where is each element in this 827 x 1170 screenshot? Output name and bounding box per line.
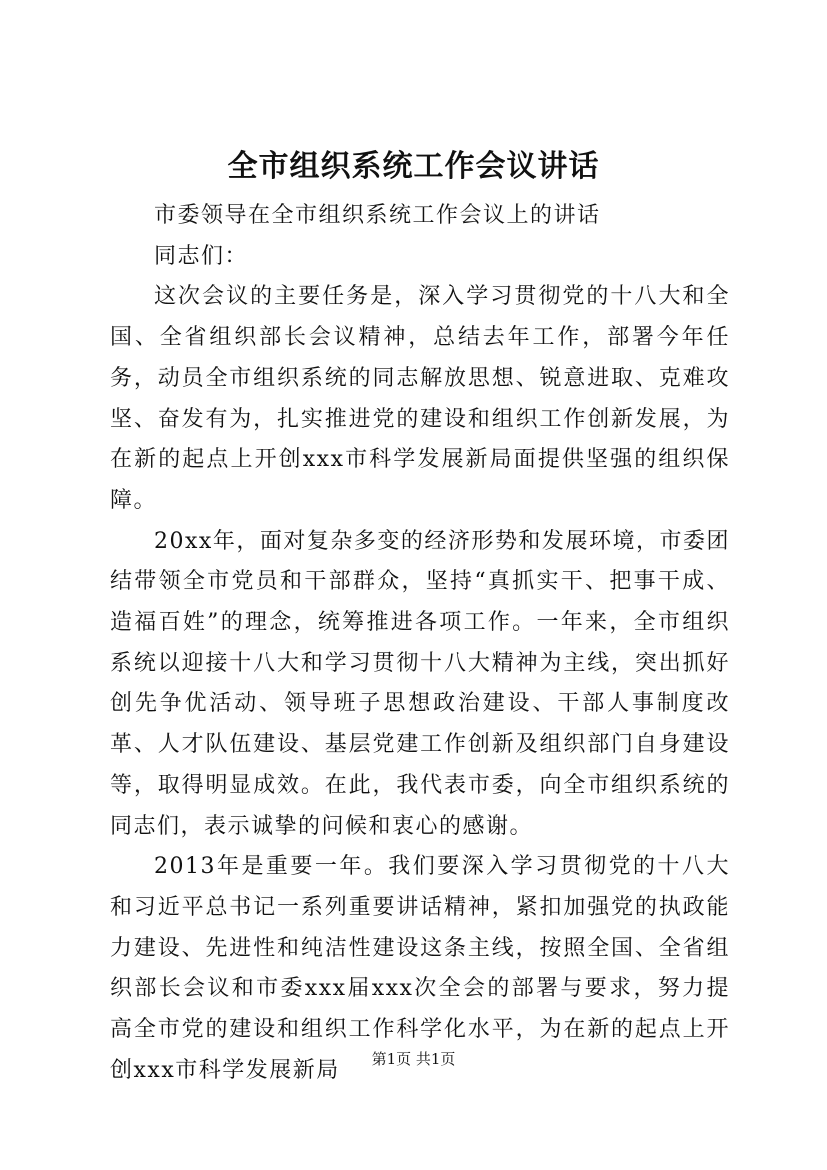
document-body bbox=[110, 196, 730, 1091]
salutation-paragraph: 同志们： bbox=[154, 243, 249, 269]
body-paragraph: 这次会议的主要任务是，深入学习贯彻党的十八大和全国、全省组织部长会议精神，总结去年工作，部署今年任务，动员全市组织系统的同志解放思想、锐意进取、克难攻坚、奋发有为，扎实推进党的建设和组织工作创新发展，为在新的起点上开创xxx市科学发展新局面提供坚强的组织保障。 bbox=[110, 284, 730, 513]
document-title: 全市组织系统工作会议讲话 bbox=[227, 149, 600, 184]
page-footer: 第1页 共1页 bbox=[371, 1050, 456, 1068]
subtitle-paragraph: 市委领导在全市组织系统工作会议上的讲话 bbox=[154, 203, 601, 228]
body-paragraph: 2013年是重要一年。我们要深入学习贯彻党的十八大和习近平总书记一系列重要讲话精神，紧扣加强党的执政能力建设、先进性和纯洁性建设这条主线，按照全国、全省组织部长会议和市委xxx届xxx次全会的部署与要求，努力提高全市党的建设和组织工作科学化水平，为在新的起点上开创xxx市科学发展新局 bbox=[110, 854, 730, 1083]
body-paragraph: 20xx年，面对复杂多变的经济形势和发展环境，市委团结带领全市党员和干部群众，坚持“真抓实干、把事干成、造福百姓”的理念，统筹推进各项工作。一年来，全市组织系统以迎接十八大和学习贯彻十八大精神为主线，突出抓好创先争优活动、领导班子思想政治建设、干部人事制度改革、人才队伍建设、基层党建工作创新及组织部门自身建设等，取得明显成效。在此，我代表市委，向全市组织系统的同志们，表示诚挚的问候和衷心的感谢。 bbox=[110, 528, 730, 839]
